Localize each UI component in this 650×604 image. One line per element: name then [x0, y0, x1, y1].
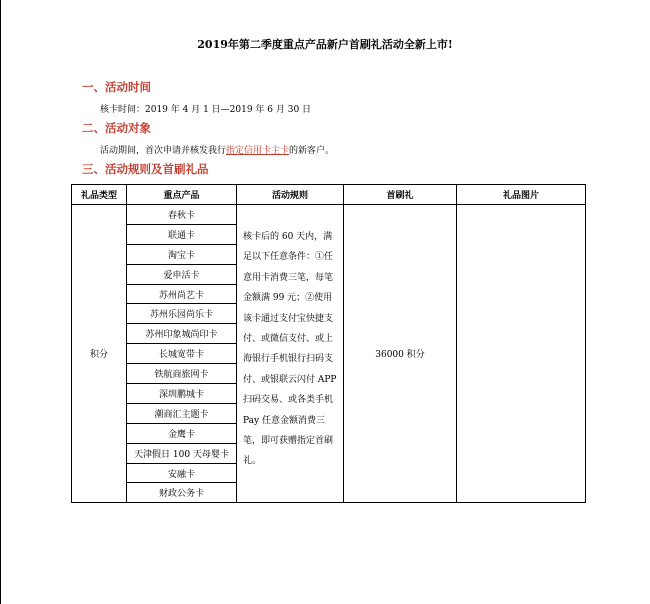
header-product: 重点产品 — [127, 185, 237, 205]
section-heading-rules: 三、活动规则及首刷礼品 — [82, 162, 209, 176]
reward-cell: 36000 积分 — [344, 205, 457, 503]
target-card-highlight: 指定信用卡主卡 — [226, 146, 290, 156]
table-row — [72, 205, 586, 225]
product-cell: 苏州乐园尚乐卡 — [127, 304, 237, 324]
product-cell: 苏州尚艺卡 — [127, 284, 237, 304]
product-cell: 春秋卡 — [127, 205, 237, 225]
product-cell: 天津假日 100 天母婴卡 — [127, 443, 237, 463]
header-reward: 首刷礼 — [344, 185, 457, 205]
header-rule: 活动规则 — [237, 185, 344, 205]
target-text-before: 活动期间，首次申请并核发我行 — [100, 146, 227, 156]
gift-table — [71, 184, 586, 503]
product-cell: 深圳鹏城卡 — [127, 384, 237, 404]
header-image: 礼品图片 — [457, 185, 586, 205]
gift-type-cell: 积分 — [72, 205, 127, 503]
gift-image-cell — [457, 205, 586, 503]
section-heading-target: 二、活动对象 — [82, 121, 151, 135]
table-header-row — [72, 185, 586, 205]
product-cell: 爱申活卡 — [127, 264, 237, 284]
target-text-after: 的新客户。 — [289, 146, 335, 156]
product-cell: 联通卡 — [127, 224, 237, 244]
product-cell: 财政公务卡 — [127, 483, 237, 503]
product-cell: 金鹰卡 — [127, 423, 237, 443]
product-cell: 苏州印象城尚印卡 — [127, 324, 237, 344]
page-title: 2019年第二季度重点产品新户首刷礼活动全新上市! — [197, 38, 453, 51]
rule-cell: 核卡后的 60 天内，满足以下任意条件：①任意用卡消费三笔，每笔金额满 99 元；②使用该卡通过支付宝快捷支付、或微信支付、或上海银行手机银行扫码支付、或银联云闪付 APP 扫码交易、或各类手机 Pay 任意金额消费三笔，即可获赠指定首刷礼。 — [237, 205, 344, 503]
section-heading-time: 一、活动时间 — [82, 80, 151, 94]
product-cell: 潮商汇主题卡 — [127, 403, 237, 423]
product-cell: 铁航商旅网卡 — [127, 364, 237, 384]
header-gift-type: 礼品类型 — [72, 185, 127, 205]
product-cell: 长城宽带卡 — [127, 344, 237, 364]
page-left-border — [0, 0, 1, 604]
product-cell: 安融卡 — [127, 463, 237, 483]
product-cell: 淘宝卡 — [127, 244, 237, 264]
activity-time-text: 核卡时间：2019 年 4 月 1 日—2019 年 6 月 30 日 — [100, 105, 312, 115]
activity-target-text — [100, 143, 334, 156]
